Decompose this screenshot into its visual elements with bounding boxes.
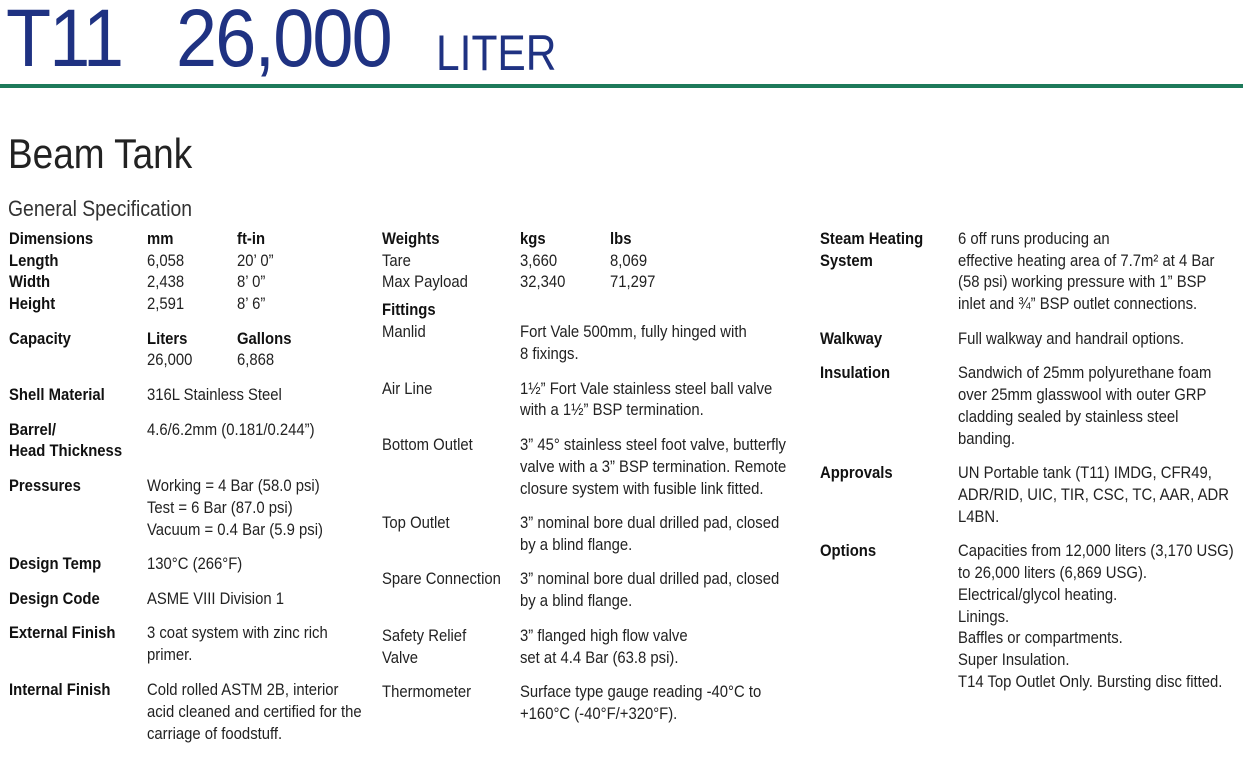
pressure-working: Working = 4 Bar (58.0 psi) [147,477,320,495]
thermometer-line: +160°C (-40°F/+320°F). [520,705,678,723]
internal-finish-line: acid cleaned and certified for the [147,703,362,721]
top-outlet-label: Top Outlet [382,514,450,532]
tare-lbs: 8,069 [610,252,648,270]
air-line-label: Air Line [382,380,433,398]
model-code: T11 [6,0,123,84]
internal-finish-label: Internal Finish [9,681,111,699]
internal-finish-line: Cold rolled ASTM 2B, interior [147,681,339,699]
header-rule [0,84,1243,88]
weights-label: Weights [382,230,440,248]
barrel-label: Barrel/ [9,421,57,439]
spare-connection-line: 3” nominal bore dual drilled pad, closed [520,570,780,588]
walkway-label: Walkway [820,330,883,348]
bottom-outlet-line: valve with a 3” BSP termination. Remote [520,458,787,476]
thermometer-label: Thermometer [382,683,472,701]
design-temp-label: Design Temp [9,555,102,573]
manlid-line: Fort Vale 500mm, fully hinged with [520,323,747,341]
fittings-label: Fittings [382,301,436,319]
pressure-test: Test = 6 Bar (87.0 psi) [147,499,293,517]
height-label: Height [9,295,56,313]
external-finish-label: External Finish [9,624,116,642]
safety-relief-line: 3” flanged high flow valve [520,627,688,645]
options-line: Linings. [958,608,1010,626]
pressure-vacuum: Vacuum = 0.4 Bar (5.9 psi) [147,521,323,539]
capacity-unit: LITER [436,25,557,81]
width-mm: 2,438 [147,273,185,291]
steam-heating-label: System [820,252,873,270]
approvals-line: ADR/RID, UIC, TIR, CSC, TC, AAR, ADR [958,486,1229,504]
barrel-value: 4.6/6.2mm (0.181/0.244”) [147,421,315,439]
max-payload-kgs: 32,340 [520,273,566,291]
length-mm: 6,058 [147,252,185,270]
steam-heating-line: (58 psi) working pressure with 1” BSP [958,273,1207,291]
external-finish-line: 3 coat system with zinc rich [147,624,328,642]
design-temp-value: 130°C (266°F) [147,555,243,573]
capacity-label: Capacity [9,330,71,348]
pressures-label: Pressures [9,477,81,495]
manlid-label: Manlid [382,323,426,341]
dimensions-unit-ftin: ft-in [237,230,266,248]
approvals-label: Approvals [820,464,893,482]
safety-relief-label: Valve [382,649,419,667]
insulation-line: banding. [958,430,1015,448]
options-line: Electrical/glycol heating. [958,586,1118,604]
page-title: Beam Tank [8,130,193,177]
design-code-label: Design Code [9,590,100,608]
capacity-heading: 26,000 [176,0,391,84]
safety-relief-label: Safety Relief [382,627,467,645]
capacity-unit-gallons: Gallons [237,330,292,348]
walkway-line: Full walkway and handrail options. [958,330,1185,348]
air-line-line: 1½” Fort Vale stainless steel ball valve [520,380,773,398]
weights-unit-lbs: lbs [610,230,632,248]
max-payload-lbs: 71,297 [610,273,656,291]
bottom-outlet-label: Bottom Outlet [382,436,473,454]
options-line: to 26,000 liters (6,869 USG). [958,564,1148,582]
height-ftin: 8’ 6” [237,295,266,313]
insulation-line: cladding sealed by stainless steel [958,408,1179,426]
steam-heating-line: effective heating area of 7.7m² at 4 Bar [958,252,1215,270]
length-ftin: 20’ 0” [237,252,274,270]
options-line: T14 Top Outlet Only. Bursting disc fitted. [958,673,1223,691]
air-line-line: with a 1½” BSP termination. [520,401,704,419]
dimensions-label: Dimensions [9,230,94,248]
spare-connection-label: Spare Connection [382,570,501,588]
bottom-outlet-line: 3” 45° stainless steel foot valve, butterfly [520,436,786,454]
head-thickness-label: Head Thickness [9,442,123,460]
top-outlet-line: 3” nominal bore dual drilled pad, closed [520,514,780,532]
capacity-gallons: 6,868 [237,351,275,369]
manlid-line: 8 fixings. [520,345,579,363]
dimensions-unit-mm: mm [147,230,174,248]
insulation-label: Insulation [820,364,891,382]
internal-finish-line: carriage of foodstuff. [147,725,283,743]
options-line: Capacities from 12,000 liters (3,170 USG) [958,542,1234,560]
tare-kgs: 3,660 [520,252,558,270]
external-finish-line: primer. [147,646,193,664]
bottom-outlet-line: closure system with fusible link fitted. [520,480,764,498]
steam-heating-label: Steam Heating [820,230,924,248]
options-line: Super Insulation. [958,651,1070,669]
top-outlet-line: by a blind flange. [520,536,633,554]
capacity-unit-liters: Liters [147,330,188,348]
shell-material-label: Shell Material [9,386,105,404]
insulation-line: over 25mm glasswool with outer GRP [958,386,1207,404]
shell-material-value: 316L Stainless Steel [147,386,282,404]
width-label: Width [9,273,51,291]
page-subtitle: General Specification [8,196,193,221]
options-line: Baffles or compartments. [958,629,1123,647]
options-label: Options [820,542,877,560]
steam-heating-line: inlet and ¾” BSP outlet connections. [958,295,1198,313]
insulation-line: Sandwich of 25mm polyurethane foam [958,364,1212,382]
steam-heating-line: 6 off runs producing an [958,230,1110,248]
weights-unit-kgs: kgs [520,230,546,248]
width-ftin: 8’ 0” [237,273,266,291]
capacity-liters: 26,000 [147,351,193,369]
length-label: Length [9,252,59,270]
spare-connection-line: by a blind flange. [520,592,633,610]
height-mm: 2,591 [147,295,185,313]
approvals-line: L4BN. [958,508,1000,526]
max-payload-label: Max Payload [382,273,468,291]
tare-label: Tare [382,252,411,270]
design-code-value: ASME VIII Division 1 [147,590,284,608]
thermometer-line: Surface type gauge reading -40°C to [520,683,762,701]
safety-relief-line: set at 4.4 Bar (63.8 psi). [520,649,679,667]
approvals-line: UN Portable tank (T11) IMDG, CFR49, [958,464,1212,482]
